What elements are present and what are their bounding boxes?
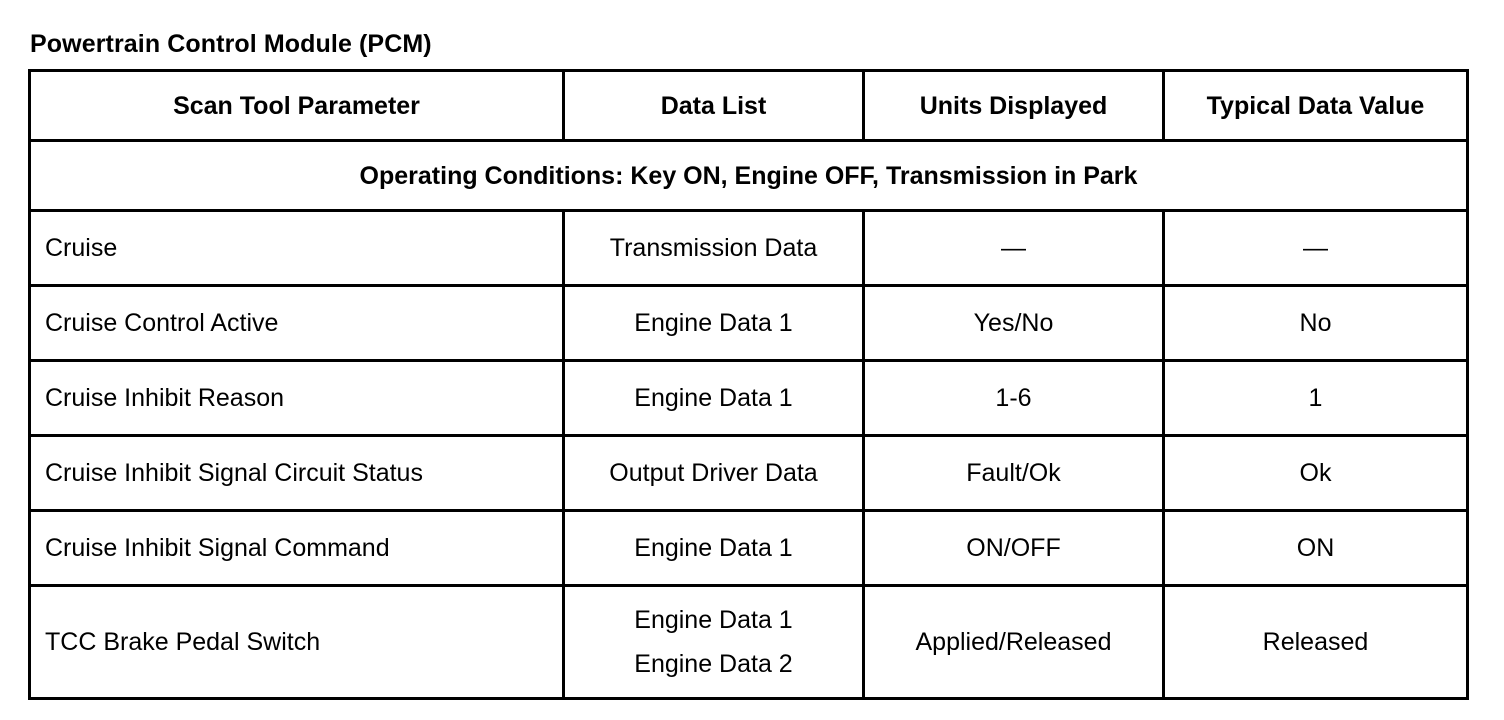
- header-scan-tool-parameter: Scan Tool Parameter: [30, 71, 564, 141]
- data-list-line: Engine Data 2: [634, 650, 793, 678]
- cell-units: 1-6: [864, 361, 1164, 436]
- pcm-data-table: [28, 69, 1469, 700]
- table-row: [30, 436, 1468, 511]
- cell-data-list: Engine Data 1: [564, 361, 864, 436]
- cell-parameter: Cruise Inhibit Signal Circuit Status: [30, 436, 564, 511]
- cell-typical-value: Released: [1164, 586, 1468, 699]
- cell-units: Yes/No: [864, 286, 1164, 361]
- cell-parameter: TCC Brake Pedal Switch: [30, 586, 564, 699]
- document-title: Powertrain Control Module (PCM): [30, 30, 432, 58]
- cell-data-list: [564, 586, 864, 699]
- operating-conditions: Operating Conditions: Key ON, Engine OFF, Transmission in Park: [30, 141, 1468, 211]
- cell-typical-value: ON: [1164, 511, 1468, 586]
- header-typical-data-value: Typical Data Value: [1164, 71, 1468, 141]
- table-row: [30, 586, 1468, 699]
- cell-parameter: Cruise Inhibit Signal Command: [30, 511, 564, 586]
- cell-typical-value: No: [1164, 286, 1468, 361]
- cell-data-list: Engine Data 1: [564, 511, 864, 586]
- operating-conditions-row: [30, 141, 1468, 211]
- cell-parameter: Cruise: [30, 211, 564, 286]
- cell-typical-value: 1: [1164, 361, 1468, 436]
- cell-data-list: Transmission Data: [564, 211, 864, 286]
- table-header-row: [30, 71, 1468, 141]
- header-data-list: Data List: [564, 71, 864, 141]
- cell-units: —: [864, 211, 1164, 286]
- cell-data-list: Output Driver Data: [564, 436, 864, 511]
- cell-units: Applied/Released: [864, 586, 1164, 699]
- cell-parameter: Cruise Control Active: [30, 286, 564, 361]
- table-row: [30, 511, 1468, 586]
- table-row: [30, 361, 1468, 436]
- cell-parameter: Cruise Inhibit Reason: [30, 361, 564, 436]
- header-units-displayed: Units Displayed: [864, 71, 1164, 141]
- cell-units: ON/OFF: [864, 511, 1164, 586]
- cell-units: Fault/Ok: [864, 436, 1164, 511]
- cell-data-list: Engine Data 1: [564, 286, 864, 361]
- table-row: [30, 211, 1468, 286]
- cell-typical-value: Ok: [1164, 436, 1468, 511]
- table-row: [30, 286, 1468, 361]
- data-list-line: Engine Data 1: [634, 606, 793, 634]
- cell-typical-value: —: [1164, 211, 1468, 286]
